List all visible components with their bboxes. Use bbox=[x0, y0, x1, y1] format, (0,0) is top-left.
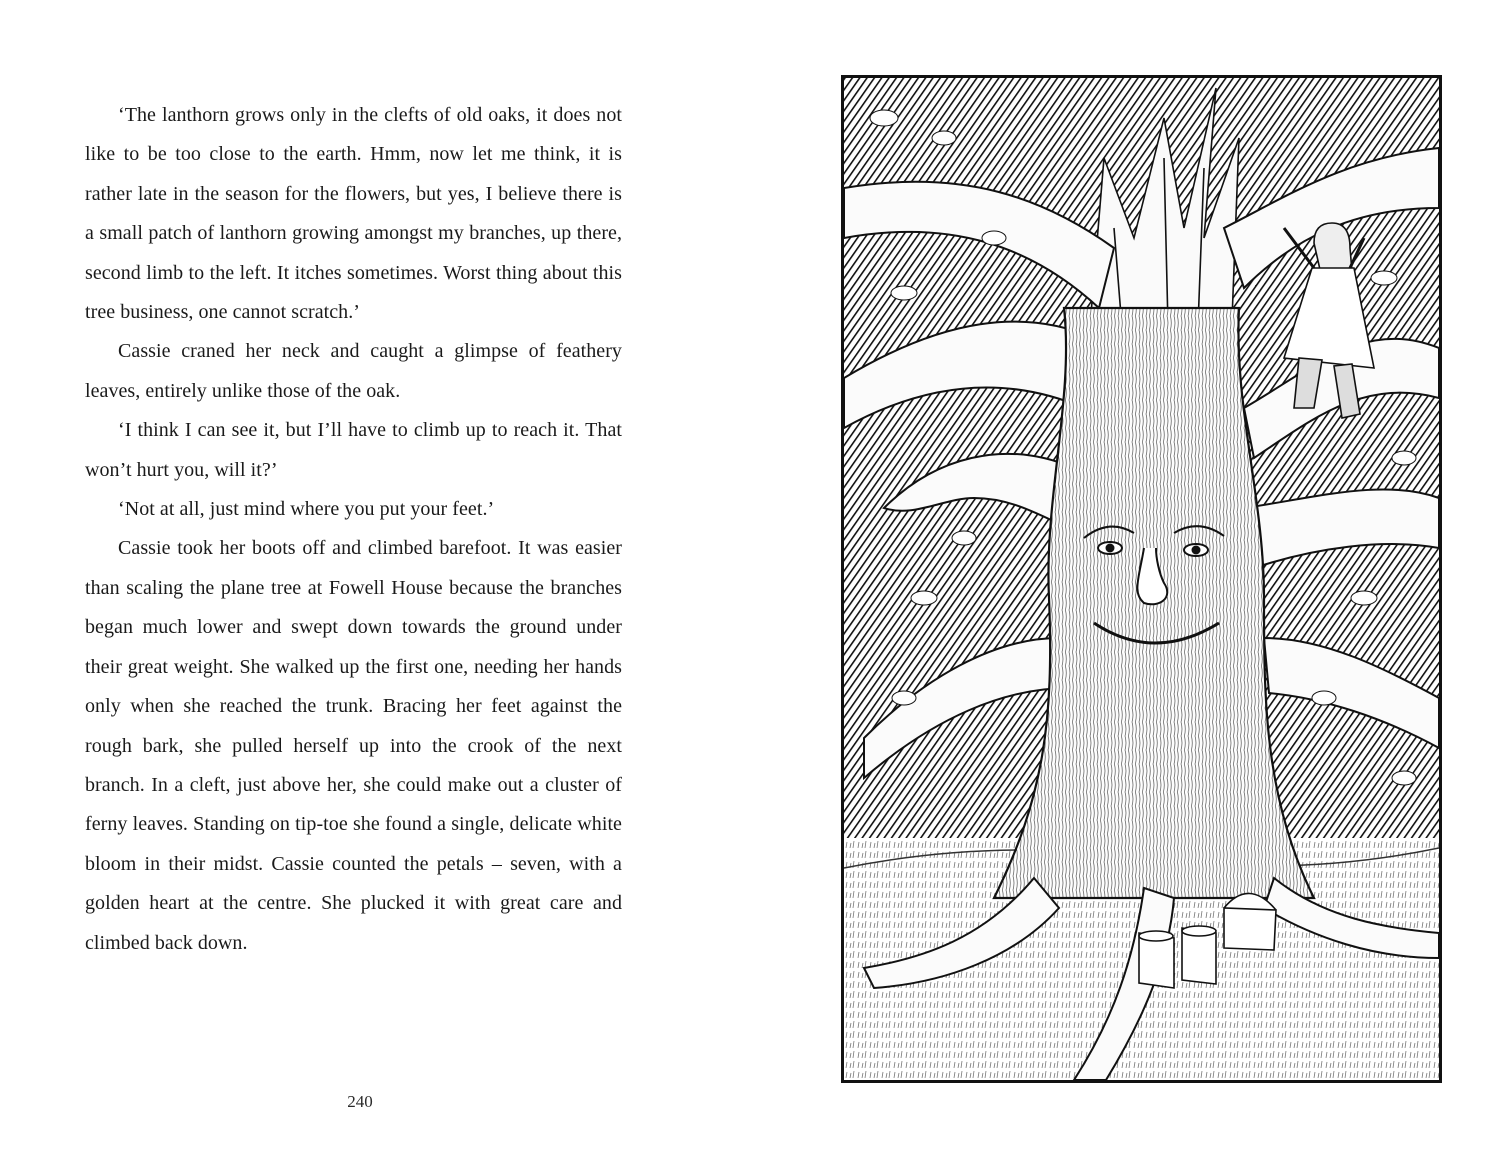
paragraph: Cassie took her boots off and climbed barefoot. It was easier than scaling the plane tree at Fowell House because the branches began much lower and swept down towards the ground under their great weight. She walked up the first one, needing her hands only when she reached the trunk. Bracing her feet against the rough bark, she pulled herself up into the crook of the next branch. In a cleft, just above her, she could make out a cluster of ferny leaves. Standing on tip-toe she found a single, delicate white bloom in their midst. Cassie counted the petals – seven, with a golden heart at the centre. She plucked it with great care and climbed back down. bbox=[85, 537, 622, 954]
body-text bbox=[85, 96, 622, 963]
paragraph: ‘Not at all, just mind where you put your feet.’ bbox=[118, 498, 495, 521]
right-page bbox=[750, 0, 1500, 1151]
illustration-frame bbox=[841, 75, 1442, 1083]
oak-tree-illustration bbox=[844, 78, 1439, 1080]
page-number: 240 bbox=[347, 1092, 373, 1111]
satchel bbox=[1224, 893, 1276, 950]
paragraph: Cassie craned her neck and caught a glimpse of feathery leaves, entirely unlike those of the oak. bbox=[85, 340, 622, 402]
paragraph: ‘I think I can see it, but I’ll have to climb up to reach it. That won’t hurt you, will it?’ bbox=[85, 419, 622, 481]
paragraph: ‘The lanthorn grows only in the clefts of old oaks, it does not like to be too close to the earth. Hmm, now let me think, it is rather late in the season for the flowers, but yes, I believe there is a small patch of lanthorn growing amongst my branches, up there, second limb to the left. It itches sometimes. Worst thing about this tree business, one cannot scratch.’ bbox=[85, 104, 622, 324]
